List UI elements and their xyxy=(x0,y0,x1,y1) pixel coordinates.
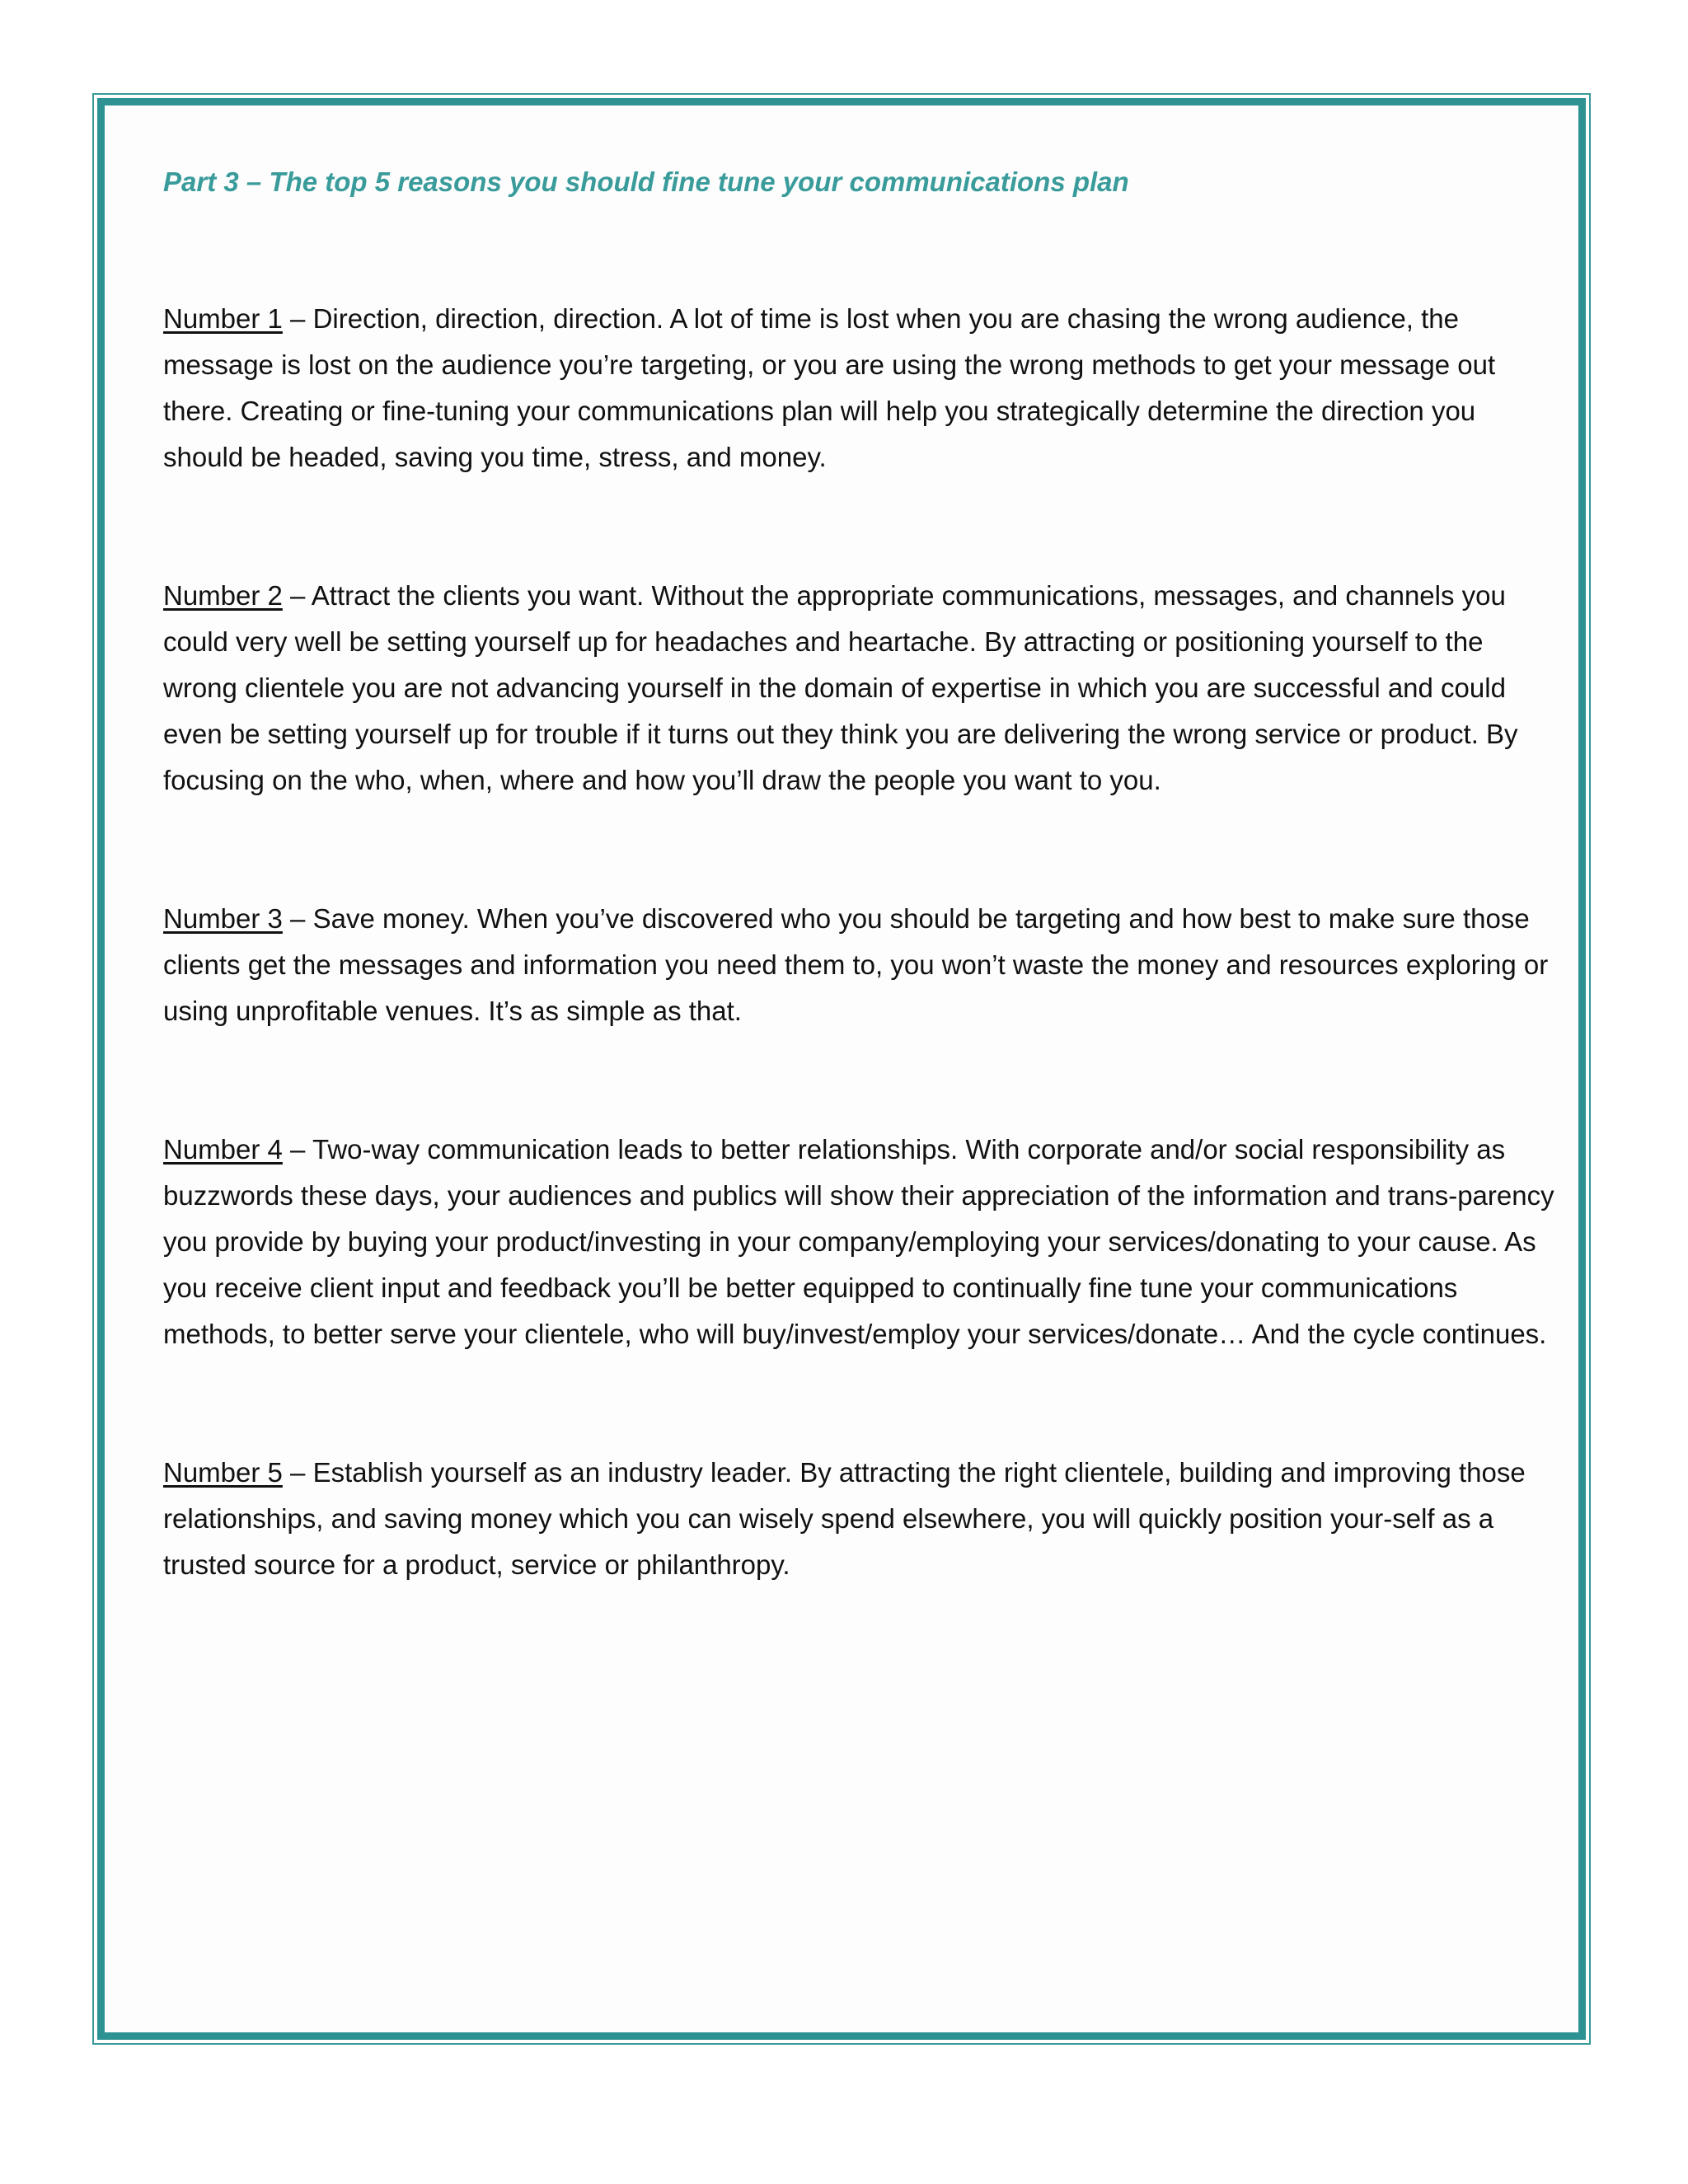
reason-number-2 xyxy=(163,573,1556,804)
reason-text: – Save money. When you’ve discovered who you should be targeting and how best to make sure those clients get the messages and information you need them to, you won’t waste the money and resources exploring or using unprofitable venues. It’s as simple as that. xyxy=(163,903,1549,1026)
reason-number-4 xyxy=(163,1127,1556,1357)
reason-label: Number 5 xyxy=(163,1457,283,1488)
page-title: Part 3 – The top 5 reasons you should fine tune your communications plan xyxy=(163,166,1129,197)
reason-text: – Direction, direction, direction. A lot of time is lost when you are chasing the wrong audience, the message is lost on the audience you’re targeting, or you are using the wrong methods to get your message out there. Creating or fine-tuning your communications plan will help you strategically determine the direction you should be headed, saving you time, stress, and money. xyxy=(163,303,1496,472)
reason-text: – Two-way communication leads to better relationships. With corporate and/or social responsibility as buzzwords these days, your audiences and publics will show their appreciation of the information and trans-parency you provide by buying your product/investing in your company/employing your services/donating to your cause. As you receive client input and feedback you’ll be better equipped to continually fine tune your communications methods, to better serve your clientele, who will buy/invest/employ your services/donate… And the cycle continues. xyxy=(163,1134,1554,1349)
reason-number-3 xyxy=(163,896,1556,1034)
reason-label: Number 1 xyxy=(163,303,283,334)
reason-label: Number 3 xyxy=(163,903,283,934)
reason-number-5 xyxy=(163,1450,1556,1588)
reason-label: Number 4 xyxy=(163,1134,283,1165)
document-body xyxy=(163,162,1556,1588)
reason-label: Number 2 xyxy=(163,580,283,611)
reason-text: – Attract the clients you want. Without the appropriate communications, messages, and channels you could very well be setting yourself up for headaches and heartache. By attracting or positioning yourself to the wrong clientele you are not advancing yourself in the domain of expertise in which you are successful and could even be setting yourself up for trouble if it turns out they think you are delivering the wrong service or product. By focusing on the who, when, where and how you’ll draw the people you want to you. xyxy=(163,580,1518,795)
reason-number-1 xyxy=(163,296,1556,480)
reason-text: – Establish yourself as an industry leader. By attracting the right clientele, building and improving those relationships, and saving money which you can wisely spend elsewhere, you will quickly position your-self as a trusted source for a product, service or philanthropy. xyxy=(163,1457,1526,1580)
